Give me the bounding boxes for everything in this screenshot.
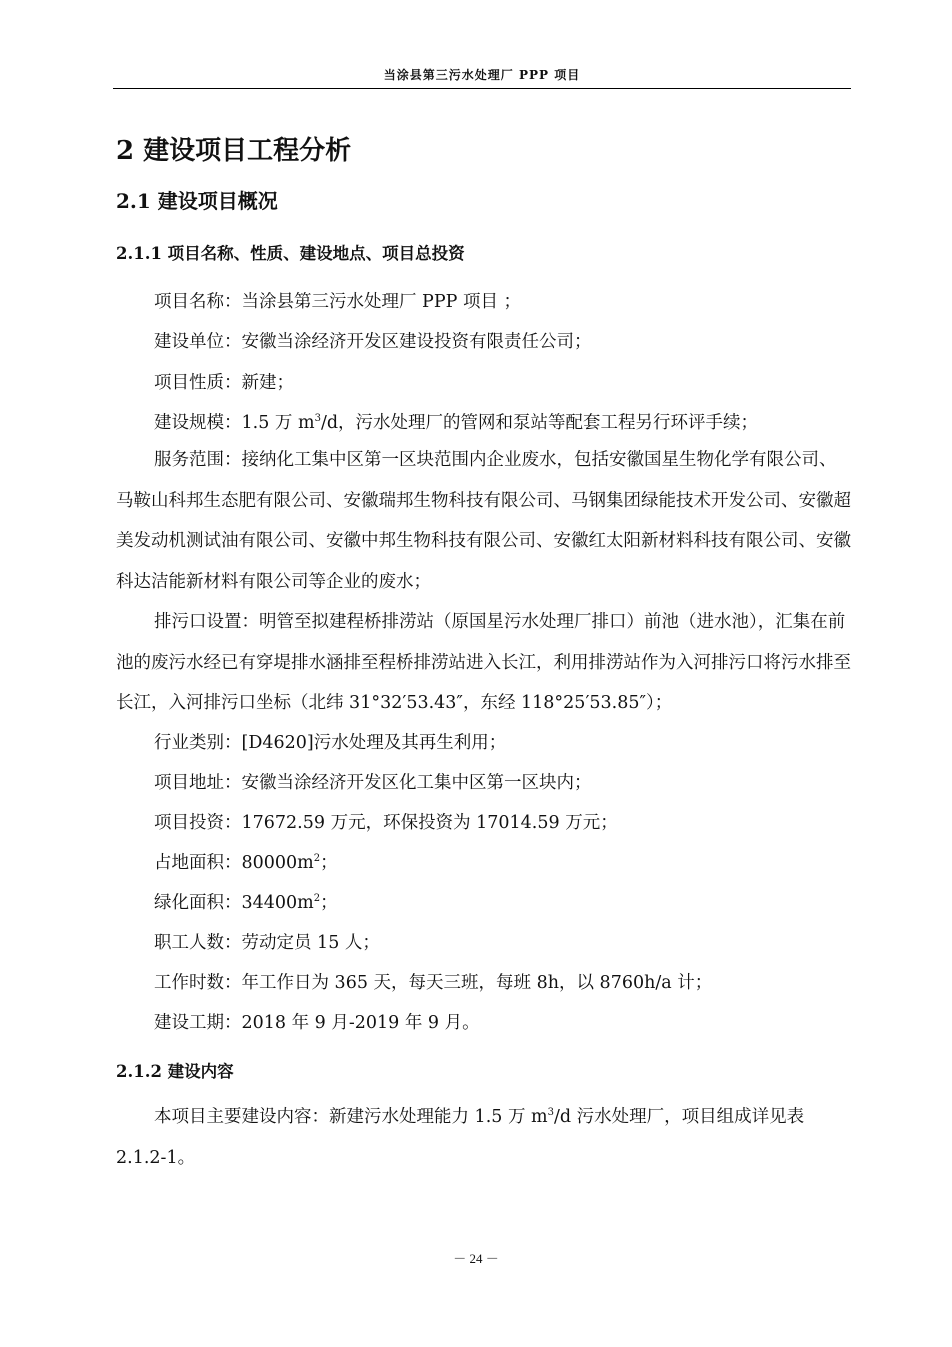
item-construction-period: 建设工期：2018 年 9 月-2019 年 9 月。 [154, 1013, 480, 1033]
chapter-title: 2 建设项目工程分析 [116, 136, 352, 166]
green-area-superscript: 2 [313, 893, 321, 904]
header-rule [113, 88, 851, 89]
section-title: 2.1 建设项目概况 [116, 189, 278, 213]
item-project-investment: 项目投资：17672.59 万元，环保投资为 17014.59 万元； [154, 813, 618, 833]
land-area-text: 占地面积：80000m [154, 853, 314, 873]
green-area-tail: ； [320, 893, 338, 913]
content-text: 本项目主要建设内容：新建污水处理能力 1.5 万 m [154, 1107, 548, 1127]
item-project-nature: 项目性质：新建； [154, 373, 294, 393]
item-project-name: 项目名称：当涂县第三污水处理厂 PPP 项目 ； [154, 292, 522, 312]
content-text-tail: /d 污水处理厂，项目组成详见表 2.1.2-1。 [116, 1107, 805, 1168]
green-area-text: 绿化面积：34400m [154, 893, 314, 913]
scale-text: 建设规模：1.5 万 m [154, 413, 315, 433]
item-industry-category: 行业类别：[D4620]污水处理及其再生利用； [154, 733, 507, 753]
content-superscript: 3 [547, 1107, 554, 1118]
scale-text-tail: /d，污水处理厂的管网和泵站等配套工程另行环评手续； [320, 413, 759, 433]
outlet-setting-text: 排污口设置：明管至拟建程桥排涝站（原国星污水处理厂排口）前池（进水池），汇集在前池的废污水经已有穿堤排水涵排至程桥排涝站进入长江，利用排涝站作为入河排污口将污水排至长江，入河排污口坐标（北纬 31°32′53.43″，东经 118°25′53.85″）； [116, 612, 851, 713]
page-header: 当涂县第三污水处理厂 PPP 项目 [383, 68, 581, 82]
item-service-scope [116, 440, 852, 602]
item-project-location: 项目地址：安徽当涂经济开发区化工集中区第一区块内； [154, 773, 592, 793]
item-staff-number: 职工人数：劳动定员 15 人； [154, 933, 380, 953]
item-working-hours: 工作时数：年工作日为 365 天，每天三班，每班 8h，以 8760h/a 计； [154, 973, 713, 993]
service-scope-text: 服务范围：接纳化工集中区第一区块范围内企业废水，包括安徽国星生物化学有限公司、马鞍山科邦生态肥有限公司、安徽瑞邦生物科技有限公司、马钢集团绿能技术开发公司、安徽超美发动机测试油有限公司、安徽中邦生物科技有限公司、安徽红太阳新材料科技有限公司、安徽科达洁能新材料有限公司等企业的废水； [116, 450, 851, 592]
item-green-area [154, 889, 338, 914]
item-land-area [154, 849, 338, 874]
subsection-title-2-1-2: 2.1.2 建设内容 [116, 1062, 234, 1081]
scale-superscript: 3 [314, 413, 321, 424]
construction-content-paragraph [116, 1097, 852, 1178]
land-area-superscript: 2 [313, 853, 321, 864]
page-number: － 24 － [453, 1251, 499, 1266]
item-construction-scale [154, 409, 758, 434]
item-construction-unit: 建设单位：安徽当涂经济开发区建设投资有限责任公司； [154, 332, 592, 352]
subsection-title-2-1-1: 2.1.1 项目名称、性质、建设地点、项目总投资 [116, 244, 465, 263]
land-area-tail: ； [320, 853, 338, 873]
item-outlet-setting [116, 602, 852, 724]
